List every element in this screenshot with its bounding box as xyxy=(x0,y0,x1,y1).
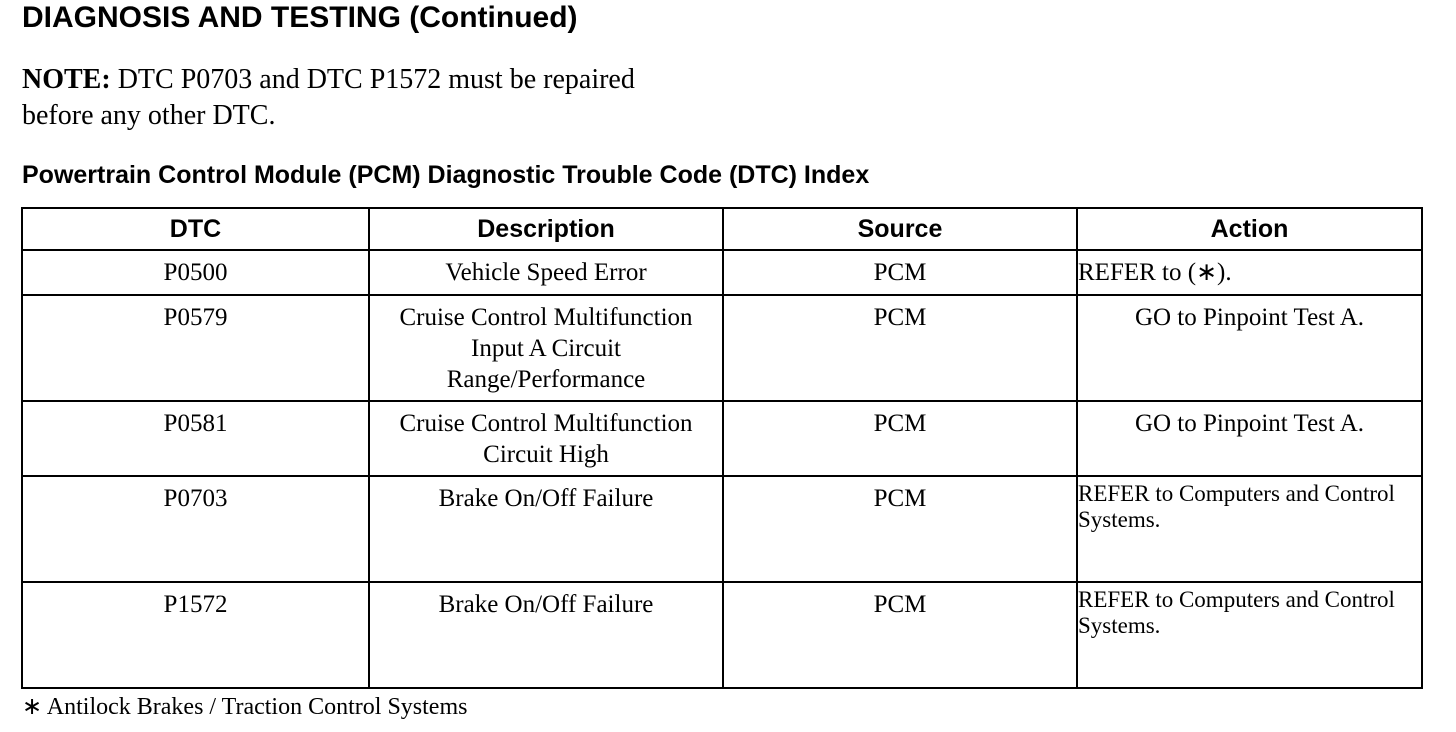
dtc-source: PCM xyxy=(723,250,1077,295)
dtc-source: PCM xyxy=(723,476,1077,582)
table-row xyxy=(22,476,1422,582)
note-label: NOTE: xyxy=(22,64,111,95)
dtc-description: Brake On/Off Failure xyxy=(369,582,723,688)
dtc-source: PCM xyxy=(723,582,1077,688)
dtc-source: PCM xyxy=(723,401,1077,476)
column-header-dtc: DTC xyxy=(22,208,369,250)
dtc-code: P0581 xyxy=(22,401,369,476)
note xyxy=(22,62,662,134)
dtc-code: P1572 xyxy=(22,582,369,688)
table-row xyxy=(22,582,1422,688)
dtc-index-table xyxy=(21,207,1423,689)
dtc-code: P0579 xyxy=(22,295,369,401)
page-heading: DIAGNOSIS AND TESTING (Continued) xyxy=(22,1,578,34)
dtc-source: PCM xyxy=(723,295,1077,401)
table-row xyxy=(22,295,1422,401)
column-header-action: Action xyxy=(1077,208,1422,250)
table-title: Powertrain Control Module (PCM) Diagnostic Trouble Code (DTC) Index xyxy=(22,161,870,189)
dtc-code: P0500 xyxy=(22,250,369,295)
dtc-action: GO to Pinpoint Test A. xyxy=(1077,295,1422,401)
dtc-description: Vehicle Speed Error xyxy=(369,250,723,295)
dtc-action: REFER to Computers and Control Systems. xyxy=(1077,476,1422,582)
table-row xyxy=(22,401,1422,476)
dtc-description: Cruise Control Multifunction Input A Circuit Range/Performance xyxy=(369,295,723,401)
footnote: ∗ Antilock Brakes / Traction Control Systems xyxy=(22,694,468,720)
dtc-action: REFER to (∗). xyxy=(1077,250,1422,295)
dtc-description: Brake On/Off Failure xyxy=(369,476,723,582)
column-header-description: Description xyxy=(369,208,723,250)
dtc-action: REFER to Computers and Control Systems. xyxy=(1077,582,1422,688)
dtc-code: P0703 xyxy=(22,476,369,582)
dtc-action: GO to Pinpoint Test A. xyxy=(1077,401,1422,476)
table-header-row xyxy=(22,208,1422,250)
table-row xyxy=(22,250,1422,295)
dtc-description: Cruise Control Multifunction Circuit High xyxy=(369,401,723,476)
column-header-source: Source xyxy=(723,208,1077,250)
note-text: DTC P0703 and DTC P1572 must be repaired before any other DTC. xyxy=(22,64,635,131)
